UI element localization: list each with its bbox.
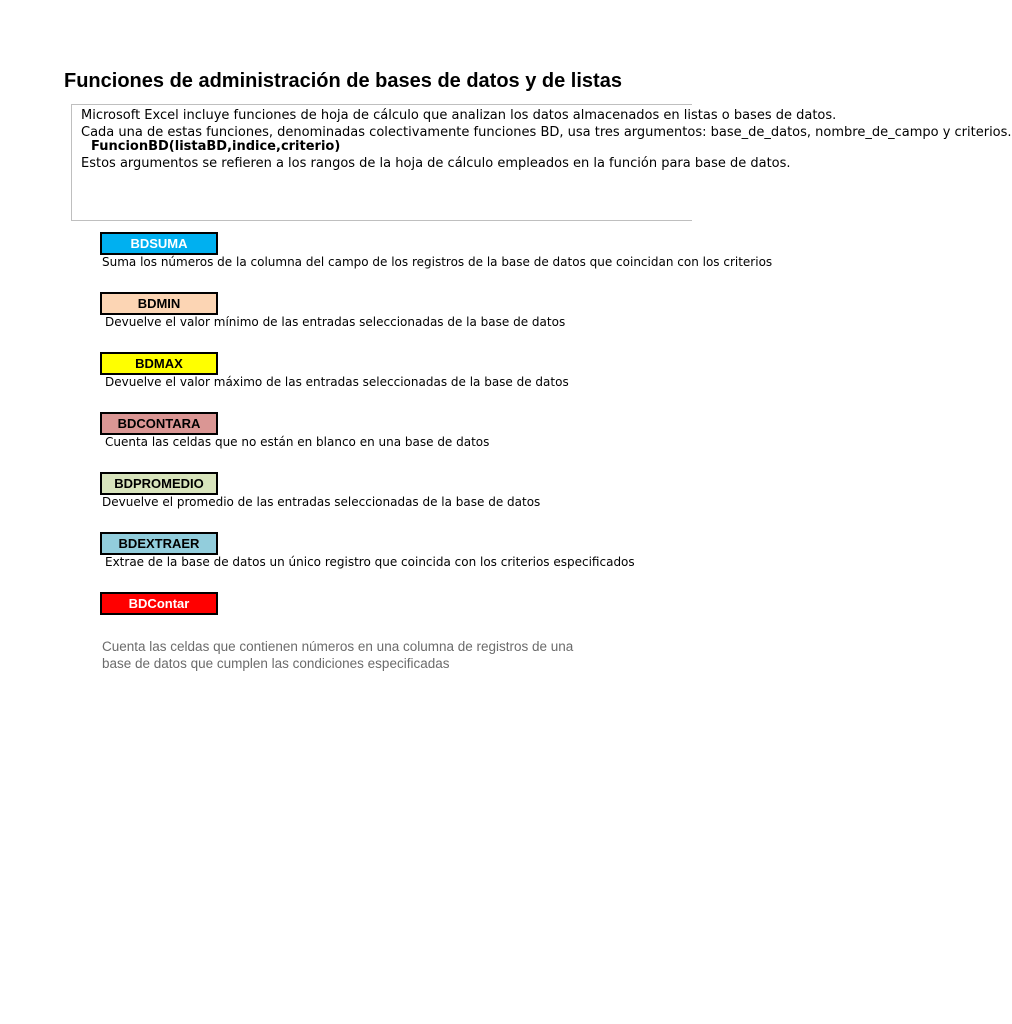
- note-line-2: base de datos que cumplen las condiciones especificadas: [102, 656, 450, 671]
- intro-box: [71, 104, 1012, 221]
- function-desc-bdsuma: Suma los números de la columna del campo de los registros de la base de datos que coincidan con los criterios: [102, 255, 773, 269]
- intro-line-2: Cada una de estas funciones, denominadas colectivamente funciones BD, usa tres argumentos: base_de_datos, nombre_de_campo y criterios.: [81, 125, 1012, 140]
- function-box-bdmax: BDMAX: [100, 352, 218, 375]
- function-desc-bdmax: Devuelve el valor máximo de las entradas seleccionadas de la base de datos: [105, 375, 569, 389]
- function-box-bdpromedio: BDPROMEDIO: [100, 472, 218, 495]
- function-desc-bdextraer: Extrae de la base de datos un único registro que coincida con los criterios especificados: [105, 555, 635, 569]
- function-desc-bdpromedio: Devuelve el promedio de las entradas seleccionadas de la base de datos: [102, 495, 541, 509]
- function-box-bdmin: BDMIN: [100, 292, 218, 315]
- page-title: Funciones de administración de bases de datos y de listas: [64, 70, 622, 92]
- function-desc-bdcontara: Cuenta las celdas que no están en blanco en una base de datos: [105, 435, 490, 449]
- bdcontar-description: [102, 638, 602, 672]
- function-box-bdextraer: BDEXTRAER: [100, 532, 218, 555]
- function-box-bdcontara: BDCONTARA: [100, 412, 218, 435]
- intro-formula: FuncionBD(listaBD,indice,criterio): [91, 139, 341, 154]
- intro-line-3: Estos argumentos se refieren a los rangos de la hoja de cálculo empleados en la función para base de datos.: [81, 156, 791, 171]
- function-box-bdsuma: BDSUMA: [100, 232, 218, 255]
- function-box-bdcontar: BDContar: [100, 592, 218, 615]
- note-line-1: Cuenta las celdas que contienen números en una columna de registros de una: [102, 639, 574, 654]
- intro-line-1: Microsoft Excel incluye funciones de hoja de cálculo que analizan los datos almacenados en listas o bases de datos.: [81, 108, 837, 123]
- function-desc-bdmin: Devuelve el valor mínimo de las entradas seleccionadas de la base de datos: [105, 315, 566, 329]
